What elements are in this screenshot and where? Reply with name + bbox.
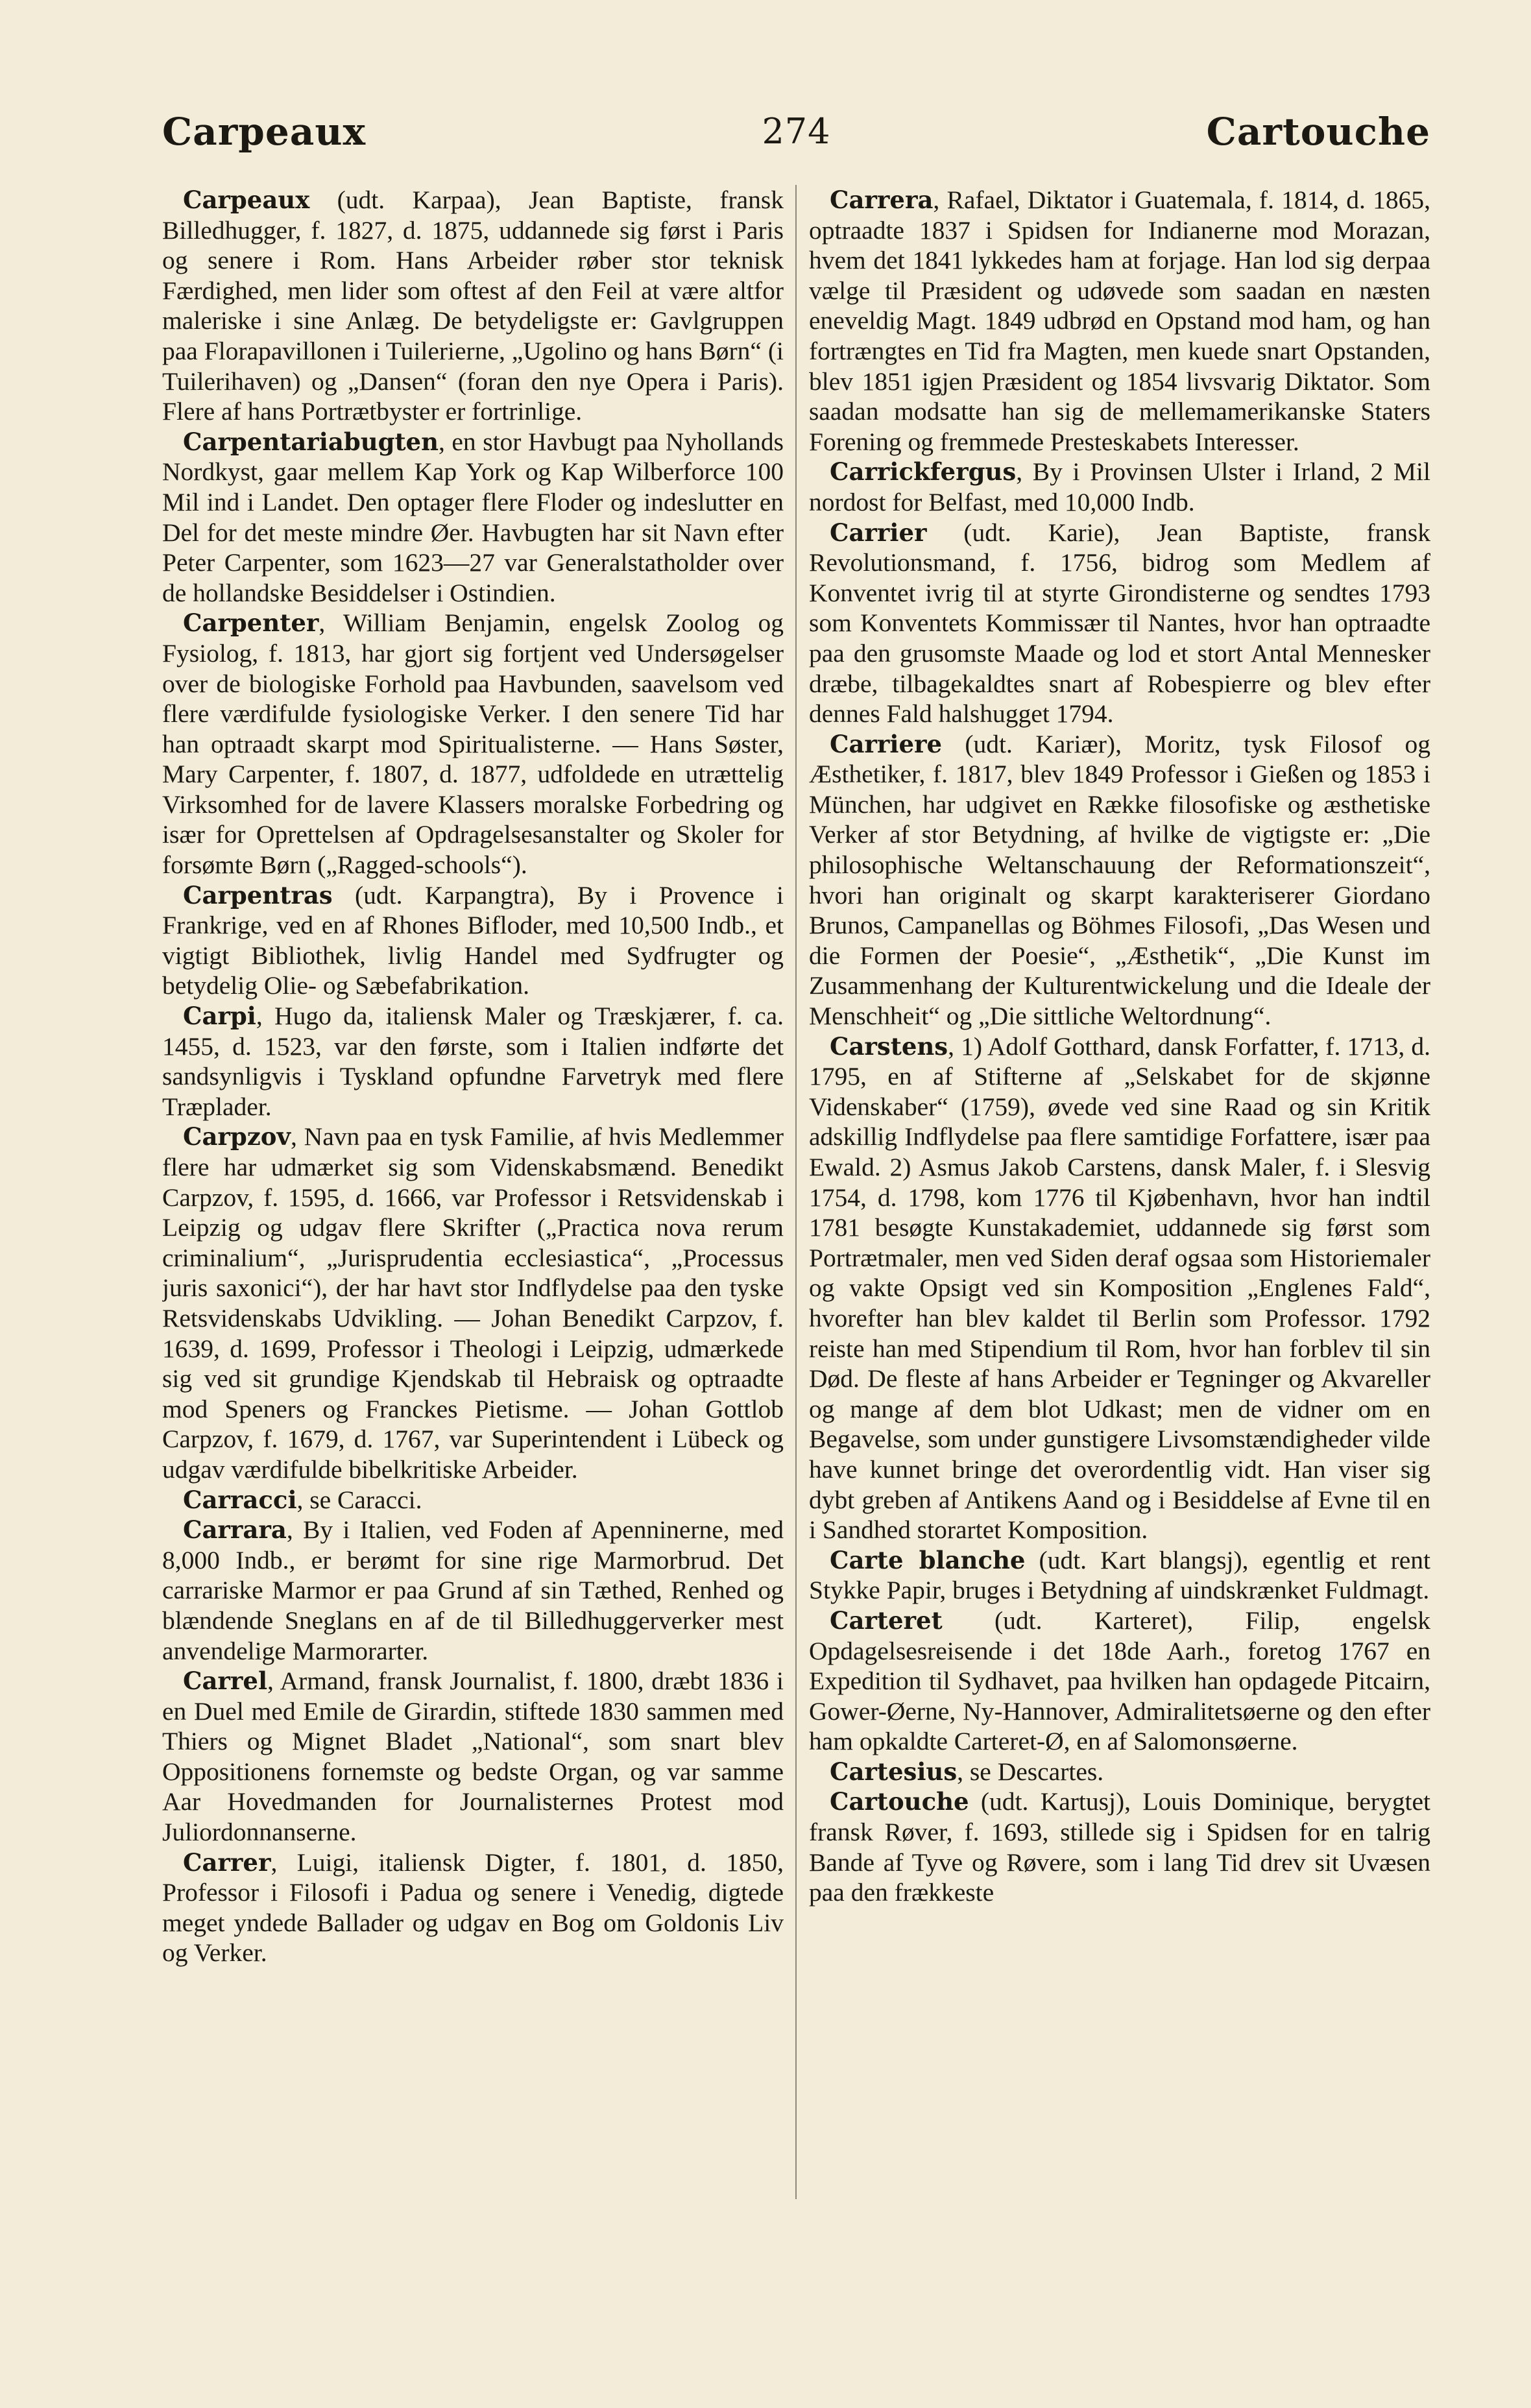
headword: Carrer xyxy=(183,1848,271,1877)
left-column xyxy=(162,185,784,2209)
headword: Cartesius xyxy=(830,1757,958,1786)
entry-carrera xyxy=(809,185,1430,457)
entry-carrel xyxy=(162,1666,784,1848)
entry-carriere xyxy=(809,729,1430,1031)
headword: Carrel xyxy=(183,1667,268,1696)
entry-carpentras xyxy=(162,880,784,1001)
headword: Carpentariabugten xyxy=(183,427,439,456)
entry-text: (udt. Karpangtra), By i Provence i Frankrige, ved en af Rhones Bifloder, med 10,500 Indb., et vigtigt Bibliothek, livlig Handel med Sydfrugter og betydelig Olie- og Sæbefabrikation. xyxy=(162,880,784,1000)
entry-carstens xyxy=(809,1031,1430,1545)
entry-carrer xyxy=(162,1848,784,1968)
entry-cartesius xyxy=(809,1757,1430,1787)
headword: Carrera xyxy=(830,186,934,214)
entry-carteret xyxy=(809,1606,1430,1757)
headword: Carstens xyxy=(830,1031,948,1061)
column-divider xyxy=(795,185,797,2199)
headword: Carrickfergus xyxy=(830,457,1017,487)
entry-text: , Armand, fransk Journalist, f. 1800, dræbt 1836 i en Duel med Emile de Girardin, stiftede 1830 sammen med Thiers og Mignet Bladet „National“, som snart blev Oppositionens fornemste og bedste Organ, og var samme Aar Hovedmanden for Journalisternes Protest mod Juliordonnanserne. xyxy=(162,1667,784,1847)
headword: Carteret xyxy=(830,1606,943,1635)
headword: Carpentras xyxy=(183,880,333,909)
headword: Carrara xyxy=(183,1515,287,1545)
headword: Carpi xyxy=(183,1002,256,1031)
entry-text: , 1) Adolf Gotthard, dansk Forfatter, f. 1713, d. 1795, en af Stifterne af „Selskabet for de skjønne Videnskaber“ (1759), øvede ved sine Raad og sin Kritik adskillig Indflydelse paa flere samtidige Forfattere, især paa Ewald. 2) Asmus Jakob Carstens, dansk Maler, f. i Slesvig 1754, d. 1798, kom 1776 til Kjøbenhavn, hvor han indtil 1781 besøgte Kunstakademiet, uddannede sig først som Portrætmaler, men ved Siden deraf ogsaa som Historiemaler og vakte Opsigt ved sin Komposition „Englenes Fald“, hvorefter han blev kaldet til Berlin som Professor. 1792 reiste han med Stipendium til Rom, hvor han forblev til sin Død. De fleste af hans Arbeider er Tegninger og Akvareller og mange af dem blot Udkast; men de vidner om en Begavelse, som under gunstigere Livsomstændigheder vilde have kunnet bringe det overordentlig vidt. Han viser sig dybt greben af Antikens Aand og i Besiddelse af Evne til en i Sandhed storartet Komposition. xyxy=(809,1031,1430,1545)
entry-carte-blanche xyxy=(809,1545,1430,1606)
headword: Carpeaux xyxy=(183,186,310,214)
entry-text: (udt. Kart blangsj), egentlig et rent Stykke Papir, bruges i Betydning af uindskrænket Fuldmagt. xyxy=(809,1545,1430,1605)
entry-carpeaux xyxy=(162,185,784,427)
entry-text: , Luigi, italiensk Digter, f. 1801, d. 1850, Professor i Filosofi i Padua og senere i Venedig, digtede meget yndede Ballader og udgav en Bog om Goldonis Liv og Verker. xyxy=(162,1848,784,1968)
headword: Carpenter xyxy=(183,608,319,638)
entry-text: (udt. Karie), Jean Baptiste, fransk Revolutionsmand, f. 1756, bidrog som Medlem af Konventet ivrig til at styrte Girondisterne og sendtes 1793 som Konventets Kommissær til Nantes, hvor han optraadte paa den grusomste Maade og lod et stort Antal Mennesker dræbe, tilbagekaldtes snart af Robespierre og blev efter dennes Fald halshugget 1794. xyxy=(809,518,1430,728)
entry-text: , By i Italien, ved Foden af Apenninerne, med 8,000 Indb., er berømt for sine rige Marmorbrud. Det carrariske Marmor er paa Grund af sin Tæthed, Renhed og blændende Sneglans en af de til Billedhuggerverker mest anvendelige Marmorarter. xyxy=(162,1515,784,1665)
entry-text: , Navn paa en tysk Familie, af hvis Medlemmer flere har udmærket sig som Videnskabsmænd. Benedikt Carpzov, f. 1595, d. 1666, var Professor i Retsvidenskab i Leipzig og udgav flere Skrifter („Practica nova rerum criminalium“, „Jurisprudentia ecclesiastica“, „Processus juris saxonici“), der har havt stor Indflydelse paa den tyske Retsvidenskabs Udvikling. — Johan Benedikt Carpzov, f. 1639, d. 1699, Professor i Theologi i Leipzig, udmærkede sig ved sit grundige Kjendskab til Hebraisk og optraadte mod Speners og Franckes Pietisme. — Johan Gottlob Carpzov, f. 1679, d. 1767, var Superintendent i Lübeck og udgav værdifulde bibelkritiske Arbeider. xyxy=(162,1122,784,1484)
header-left-guideword: Carpeaux xyxy=(162,110,367,154)
entry-text: (udt. Karteret), Filip, engelsk Opdagelsesreisende i det 18de Aarh., foretog 1767 en Expedition til Sydhavet, paa hvilken han opdagede Pitcairn, Gower-Øerne, Ny-Hannover, Admiralitetsøerne og den efter ham opkaldte Carteret-Ø, en af Salomonsøerne. xyxy=(809,1606,1430,1756)
page-number: 274 xyxy=(762,111,831,152)
entry-text: , By i Provinsen Ulster i Irland, 2 Mil nordost for Belfast, med 10,000 Indb. xyxy=(809,457,1430,516)
entry-carpenter xyxy=(162,608,784,880)
entry-carpentariabugten xyxy=(162,427,784,608)
entry-carpzov xyxy=(162,1122,784,1484)
entry-text: , William Benjamin, engelsk Zoolog og Fysiolog, f. 1813, har gjort sig fortjent ved Undersøgelser over de biologiske Forhold paa Havbunden, saavelsom ved flere værdifulde fysiologiske Verker. I den senere Tid har han optraadt skarpt mod Spiritualisterne. — Hans Søster, Mary Carpenter, f. 1807, d. 1877, udfoldede en utrættelig Virksomhed for de lavere Klassers moralske Forbedring og især for Oprettelsen af Opdragelsesanstalter og Skoler for forsømte Børn („Ragged-schools“). xyxy=(162,608,784,880)
headword: Carriere xyxy=(830,729,943,758)
entry-text: , en stor Havbugt paa Nyhollands Nordkyst, gaar mellem Kap York og Kap Wilberforce 100 Mil ind i Landet. Den optager flere Floder og indeslutter en Del for det meste mindre Øer. Havbugten har sit Navn efter Peter Carpenter, som 1623—27 var Generalstatholder over de hollandske Besiddelser i Ostindien. xyxy=(162,427,784,607)
headword: Carpzov xyxy=(183,1122,291,1151)
entry-text: (udt. Kartusj), Louis Dominique, berygtet fransk Røver, f. 1693, stillede sig i Spidsen for en talrig Bande af Tyve og Røvere, som i lang Tid drev sit Uvæsen paa den frækkeste xyxy=(809,1787,1430,1907)
entry-carrickfergus xyxy=(809,457,1430,517)
entry-carracci xyxy=(162,1485,784,1515)
headword: Carracci xyxy=(183,1485,297,1514)
headword: Cartouche xyxy=(830,1787,969,1816)
entry-text: (udt. Karpaa), Jean Baptiste, fransk Billedhugger, f. 1827, d. 1875, uddannede sig først i Paris og senere i Rom. Hans Arbeider røber stor teknisk Færdighed, men lider som oftest af den Feil at være altfor maleriske i sine Anlæg. De betydeligste er: Gavlgruppen paa Florapavillonen i Tuilerierne, „Ugolino og hans Børn“ (i Tuilerihaven) og „Dansen“ (foran den nye Opera i Paris). Flere af hans Portrætbyster er fortrinlige. xyxy=(162,186,784,426)
entry-carrier xyxy=(809,518,1430,729)
entry-text: , Rafael, Diktator i Guatemala, f. 1814, d. 1865, optraadte 1837 i Spidsen for Indianerne mod Morazan, hvem det 1841 lykkedes ham at forjage. Han lod sig derpaa vælge til Præsident og udøvede som saadan en næsten eneveldig Magt. 1849 udbrød en Opstand mod ham, og han fortrængtes en Tid fra Magten, men kuede snart Opstanden, blev 1851 igjen Præsident og 1854 livsvarig Diktator. Som saadan modsatte han sig de mellemamerikanske Staters Forening og fremmede Presteskabets Interesser. xyxy=(809,186,1430,456)
entry-text: , Hugo da, italiensk Maler og Træskjærer, f. ca. 1455, d. 1523, var den første, som i Italien indførte det sandsynligvis i Tyskland opfundne Farvetryk med flere Træplader. xyxy=(162,1002,784,1121)
entry-text: , se Caracci. xyxy=(296,1485,422,1514)
entry-text: (udt. Kariær), Moritz, tysk Filosof og Æsthetiker, f. 1817, blev 1849 Professor i Gießen og 1853 i München, har udgivet en Række filosofiske og æsthetiske Verker af stor Betydning, af hvilke de vigtigste er: „Die philosophische Weltanschauung der Reformationszeit“, hvori han originalt og skarpt karakteriserer Giordano Brunos, Campanellas og Böhmes Filosofi, „Das Wesen und die Formen der Poesie“, „Æsthetik“, „Die Kunst im Zusammenhang der Kulturentwickelung und die Ideale der Menschheit“ og „Die sittliche Weltordnung“. xyxy=(809,729,1430,1031)
page-header xyxy=(162,109,1430,161)
headword: Carrier xyxy=(830,518,927,547)
header-right-guideword: Cartouche xyxy=(1206,110,1430,154)
right-column xyxy=(809,185,1430,2209)
entry-carpi xyxy=(162,1001,784,1122)
entry-text: , se Descartes. xyxy=(957,1757,1104,1786)
entry-cartouche xyxy=(809,1787,1430,1907)
entry-carrara xyxy=(162,1515,784,1666)
headword: Carte blanche xyxy=(830,1545,1026,1574)
